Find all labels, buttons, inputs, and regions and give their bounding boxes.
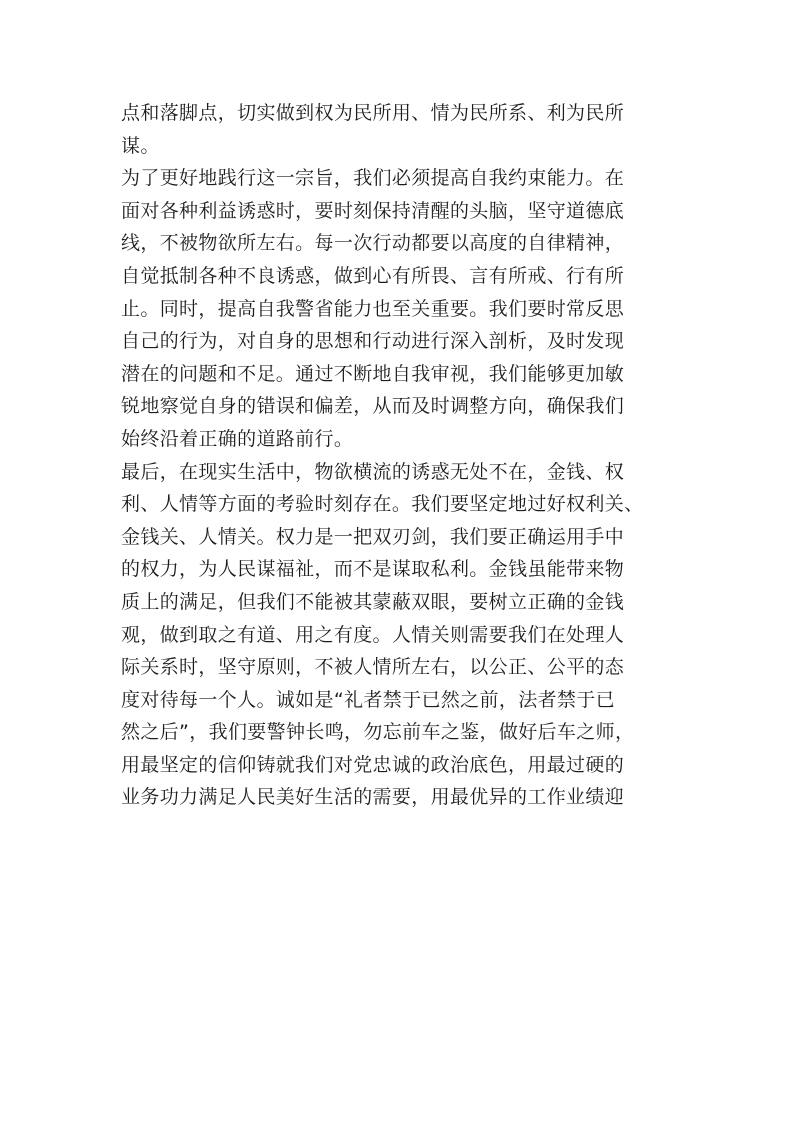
paragraph-1 [121,97,681,162]
text-line: 自己的行为，对自身的思想和行动进行深入剖析，及时发现 [121,330,625,353]
text-line: 最后，在现实生活中，物欲横流的诱惑无处不在，金钱、权 [121,460,625,483]
text-line: 止。同时，提高自我警省能力也至关重要。我们要时常反思 [121,297,625,320]
text-line: 锐地察觉自身的错误和偏差，从而及时调整方向，确保我们 [121,395,625,418]
text-line: 线，不被物欲所左右。每一次行动都要以高度的自律精神， [121,232,625,255]
text-line: 度对待每一个人。诚如是“礼者禁于已然之前，法者禁于已 [121,688,615,711]
text-line: 潜在的问题和不足。通过不断地自我审视，我们能够更加敏 [121,362,625,385]
text-line: 面对各种利益诱惑时，要时刻保持清醒的头脑，坚守道德底 [121,199,625,222]
text-line: 际关系时，坚守原则，不被人情所左右，以公正、公平的态 [121,656,625,679]
text-line: 点和落脚点，切实做到权为民所用、情为民所系、利为民所 [121,102,625,124]
paragraph-3 [121,456,681,815]
paragraph-2 [121,162,681,455]
text-line: 谋。 [121,134,160,157]
text-line: 始终沿着正确的道路前行。 [121,427,354,450]
text-line: 为了更好地践行这一宗旨，我们必须提高自我约束能力。在 [121,167,625,190]
document-body [121,97,681,814]
text-line: 观，做到取之有道、用之有度。人情关则需要我们在处理人 [121,623,625,646]
text-line: 业务功力满足人民美好生活的需要，用最优异的工作业绩迎 [121,786,625,809]
text-line: 金钱关、人情关。权力是一把双刃剑，我们要正确运用手中 [121,525,625,548]
text-line: 然之后”，我们要警钟长鸣，勿忘前车之鉴，做好后车之师， [121,721,635,744]
text-line: 自觉抵制各种不良诱惑，做到心有所畏、言有所戒、行有所 [121,264,625,287]
text-line: 的权力，为人民谋福祉，而不是谋取私利。金钱虽能带来物 [121,558,625,581]
text-line: 利、人情等方面的考验时刻存在。我们要坚定地过好权利关、 [121,493,644,516]
text-line: 质上的满足，但我们不能被其蒙蔽双眼，要树立正确的金钱 [121,590,625,613]
text-line: 用最坚定的信仰铸就我们对党忠诚的政治底色，用最过硬的 [121,753,625,776]
